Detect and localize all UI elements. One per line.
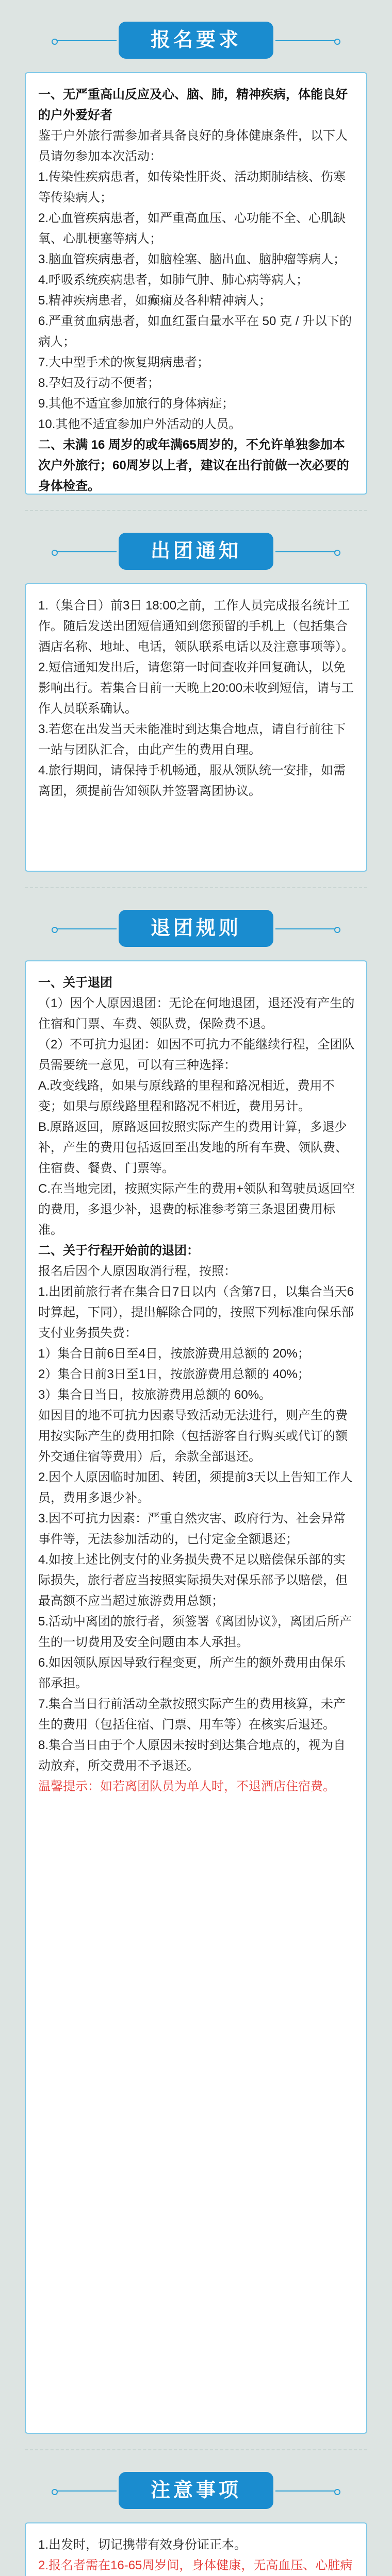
refund-para: C.在当地完团，按照实际产生的费用+领队和驾驶员返回空的费用，多退少补，退费的标准参考第三条退团费用标准。 xyxy=(38,1182,355,1237)
refund-para: 二、关于行程开始前的退团： xyxy=(38,1244,199,1258)
refund-para: 4.如按上述比例支付的业务损失费不足以赔偿保乐部的实际损失，旅行者应当按照实际损失对保乐部予以赔偿，但最高额不应当超过旅游费用总额； xyxy=(38,1553,348,1608)
notice-para: 1.（集合日）前3日 18:00之前，工作人员完成报名统计工作。随后发送出团短信通知到您预留的手机上（包括集合酒店名称、地址、电话，领队联系电话以及注意事项等）。 xyxy=(38,599,354,654)
refund-para: B.原路返回，原路返回按照实际产生的费用计算，多退少补，产生的费用包括返回至出发地的所有车费、领队费、住宿费、餐费、门票等。 xyxy=(38,1120,348,1175)
signup-card xyxy=(25,72,367,495)
refund-para: 1.出团前旅行者在集合日7日以内（含第7日，以集合当天6时算起，下同），提出解除合同的，按照下列标准向保乐部支付业务损失费： xyxy=(38,1285,354,1340)
section-title: 出团通知 xyxy=(119,533,273,570)
refund-para: 1）集合日前6日至4日，按旅游费用总额的 20%； xyxy=(38,1347,310,1361)
signup-para: 一、无严重高山反应及心、脑、肺，精神疾病，体能良好的户外爱好者 xyxy=(38,88,348,122)
signup-para: 4.呼吸系统疾病患者，如肺气肿、肺心病等病人； xyxy=(38,273,309,287)
signup-para: 鉴于户外旅行需参加者具备良好的身体健康条件，以下人员请勿参加本次活动： xyxy=(38,129,348,163)
signup-para: 9.其他不适宜参加旅行的身体病症； xyxy=(38,397,235,411)
section-divider xyxy=(25,2434,367,2450)
section-divider xyxy=(25,495,367,511)
notice-card xyxy=(25,583,367,872)
section-refund-rules xyxy=(0,888,392,2450)
signup-para: 1.传染性疾病患者，如传染性肝炎、活动期肺结核、伤寒等传染病人； xyxy=(38,170,346,205)
section-title: 退团规则 xyxy=(119,910,273,947)
signup-para: 3.脑血管疾病患者，如脑栓塞、脑出血、脑肿瘤等病人； xyxy=(38,252,346,266)
refund-para: （2）不可抗力退团：如因不可抗力不能继续行程，全团队员需要统一意见，可以有三种选择： xyxy=(38,1038,355,1072)
section-notes xyxy=(0,2450,392,2576)
refund-para: （1）因个人原因退团：无论在何地退团，退还没有产生的住宿和门票、车费、领队费，保险费不退。 xyxy=(38,996,355,1031)
refund-para: A.改变线路，如果与原线路的里程和路况相近，费用不变；如果与原线路里程和路况不相近，费用另计。 xyxy=(38,1079,335,1113)
signup-para: 10.其他不适宜参加户外活动的人员。 xyxy=(38,417,241,431)
section-title: 注意事项 xyxy=(119,2472,273,2509)
section-title-wrap xyxy=(0,0,392,72)
section-title: 报名要求 xyxy=(119,22,273,59)
refund-para: 如因目的地不可抗力因素导致活动无法进行，则产生的费用按实际产生的费用扣除（包括游客自行购买或代订的额外交通住宿等费用）后，余款全部退还。 xyxy=(38,1409,348,1464)
signup-para: 6.严重贫血病患者，如血红蛋白量水平在 50 克 / 升以下的病人； xyxy=(38,314,352,349)
refund-para: 一、关于退团 xyxy=(38,976,112,990)
notes-para-warning: 2.报名者需在16-65周岁间，身体健康，无高血压、心脏病 xyxy=(38,2558,353,2572)
refund-para: 3.因不可抗力因素：严重自然灾害、政府行为、社会异常事件等，无法参加活动的，已付定金全额退还； xyxy=(38,1512,346,1546)
signup-para: 8.孕妇及行动不便者； xyxy=(38,376,160,390)
refund-card xyxy=(25,960,367,2434)
signup-para: 7.大中型手术的恢复期病患者； xyxy=(38,355,210,369)
notes-para: 1.出发时，切记携带有效身份证正本。 xyxy=(38,2538,247,2552)
refund-para: 2）集合日前3日至1日，按旅游费用总额的 40%； xyxy=(38,1367,310,1381)
refund-para: 8.集合当日由于个人原因未按时到达集合地点的，视为自动放弃，所交费用不予退还。 xyxy=(38,1738,346,1773)
notes-card xyxy=(25,2522,367,2576)
refund-para: 5.活动中离团的旅行者，须签署《离团协议》，离团后所产生的一切费用及安全问题由本人承担。 xyxy=(38,1615,352,1649)
notice-para: 4.旅行期间，请保持手机畅通，服从领队统一安排，如需离团，须提前告知领队并签署离团协议。 xyxy=(38,764,346,798)
notice-para: 3.若您在出发当天未能准时到达集合地点，请自行前往下一站与团队汇合，由此产生的费用自理。 xyxy=(38,722,346,757)
refund-para: 2.因个人原因临时加团、转团，须提前3天以上告知工作人员，费用多退少补。 xyxy=(38,1470,353,1505)
refund-para: 报名后因个人原因取消行程，按照： xyxy=(38,1264,236,1278)
section-divider xyxy=(25,872,367,888)
refund-para: 7.集合当日行前活动全款按照实际产生的费用核算，未产生的费用（包括住宿、门票、用车等）在核实后退还。 xyxy=(38,1697,346,1732)
refund-warning: 温馨提示：如若离团队员为单人时，不退酒店住宿费。 xyxy=(38,1780,335,1793)
section-signup-requirements xyxy=(0,0,392,511)
signup-para: 二、未满 16 周岁的或年满65周岁的，不允许单独参加本次户外旅行；60周岁以上者，建议在出行前做一次必要的身体检查。 xyxy=(38,438,349,493)
section-departure-notice xyxy=(0,511,392,888)
section-title-wrap xyxy=(0,888,392,960)
signup-para: 5.精神疾病患者，如癫痫及各种精神病人； xyxy=(38,294,272,308)
notice-para: 2.短信通知发出后，请您第一时间查收并回复确认，以免影响出行。若集合日前一天晚上20:00未收到短信，请与工作人员联系确认。 xyxy=(38,660,354,716)
refund-para: 3）集合日当日，按旅游费用总额的 60%。 xyxy=(38,1388,272,1402)
section-title-wrap xyxy=(0,511,392,583)
refund-para: 6.如因领队原因导致行程变更，所产生的额外费用由保乐部承担。 xyxy=(38,1656,346,1690)
signup-para: 2.心血管疾病患者，如严重高血压、心功能不全、心肌缺氧、心肌梗塞等病人； xyxy=(38,211,346,246)
section-title-wrap xyxy=(0,2450,392,2522)
